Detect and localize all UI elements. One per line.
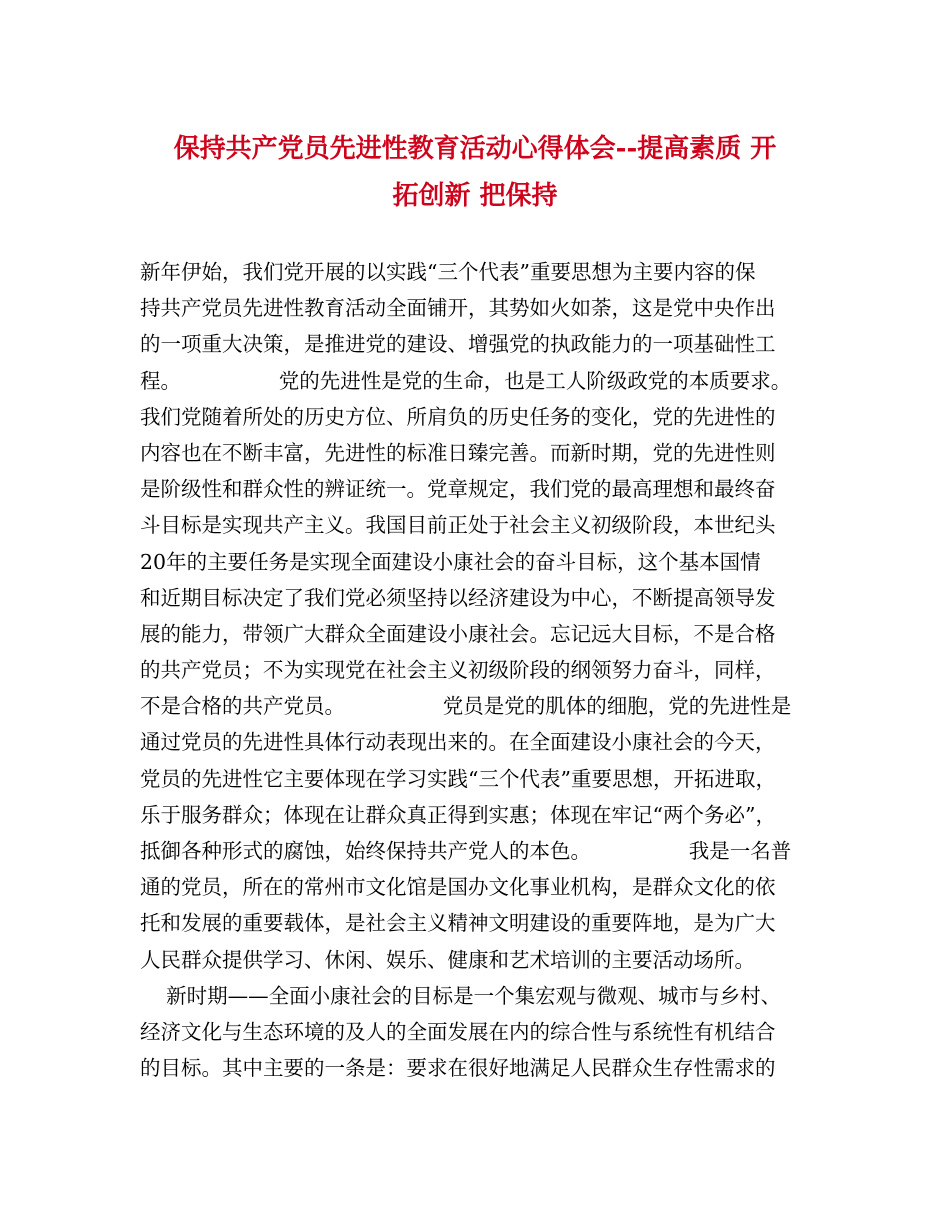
body-line: 的一项重大决策，是推进党的建设、增强党的执政能力的一项基础性工	[140, 332, 776, 357]
body-line: 新时期——全面小康社会的目标是一个集宏观与微观、城市与乡村、	[140, 983, 782, 1008]
body-line: 抵御各种形式的腐蚀，始终保持共产党人的本色。 我是一名普	[140, 839, 792, 863]
body-line: 是阶级性和群众性的辨证统一。党章规定，我们党的最高理想和最终奋	[140, 477, 776, 502]
body-line: 托和发展的重要载体，是社会主义精神文明建设的重要阵地，是为广大	[140, 911, 776, 936]
body-line: 斗目标是实现共产主义。我国目前正处于社会主义初级阶段，本世纪头	[140, 513, 776, 538]
body-line: 乐于服务群众；体现在让群众真正得到实惠；体现在牢记“两个务必”，	[140, 802, 776, 827]
body-line: 程。 党的先进性是党的生命，也是工人阶级政党的本质要求。	[140, 368, 792, 393]
body-line: 经济文化与生态环境的及人的全面发展在内的综合性与系统性有机结合	[140, 1019, 776, 1044]
body-line: 展的能力，带领广大群众全面建设小康社会。忘记远大目标，不是合格	[140, 621, 776, 646]
body-line: 新年伊始，我们党开展的以实践“三个代表”重要思想为主要内容的保	[140, 260, 756, 284]
document-body	[140, 254, 830, 1086]
body-line: 我们党随着所处的历史方位、所肩负的历史任务的变化，党的先进性的	[140, 404, 776, 429]
body-line: 持共产党员先进性教育活动全面铺开，其势如火如荼，这是党中央作出	[140, 296, 776, 321]
body-line: 20年的主要任务是实现全面建设小康社会的奋斗目标，这个基本国情	[140, 549, 761, 574]
body-line: 不是合格的共产党员。 党员是党的肌体的细胞，党的先进性是	[140, 694, 792, 719]
body-line: 人民群众提供学习、休闲、娱乐、健康和艺术培训的主要活动场所。	[140, 947, 755, 972]
body-line: 党员的先进性它主要体现在学习实践“三个代表”重要思想，开拓进取，	[140, 766, 776, 791]
body-line: 通的党员，所在的常州市文化馆是国办文化事业机构，是群众文化的依	[140, 875, 776, 900]
document-title-line-1: 保持共产党员先进性教育活动心得体会--提高素质 开	[173, 134, 777, 164]
body-line: 通过党员的先进性具体行动表现出来的。在全面建设小康社会的今天，	[140, 730, 776, 755]
body-line: 的共产党员；不为实现党在社会主义初级阶段的纲领努力奋斗，同样，	[140, 658, 776, 683]
body-line: 的目标。其中主要的一条是：要求在很好地满足人民群众生存性需求的	[140, 1056, 776, 1081]
document-title-line-2: 拓创新 把保持	[392, 181, 558, 211]
body-line: 内容也在不断丰富，先进性的标准日臻完善。而新时期，党的先进性则	[140, 440, 776, 465]
body-line: 和近期目标决定了我们党必须坚持以经济建设为中心，不断提高领导发	[140, 585, 776, 610]
